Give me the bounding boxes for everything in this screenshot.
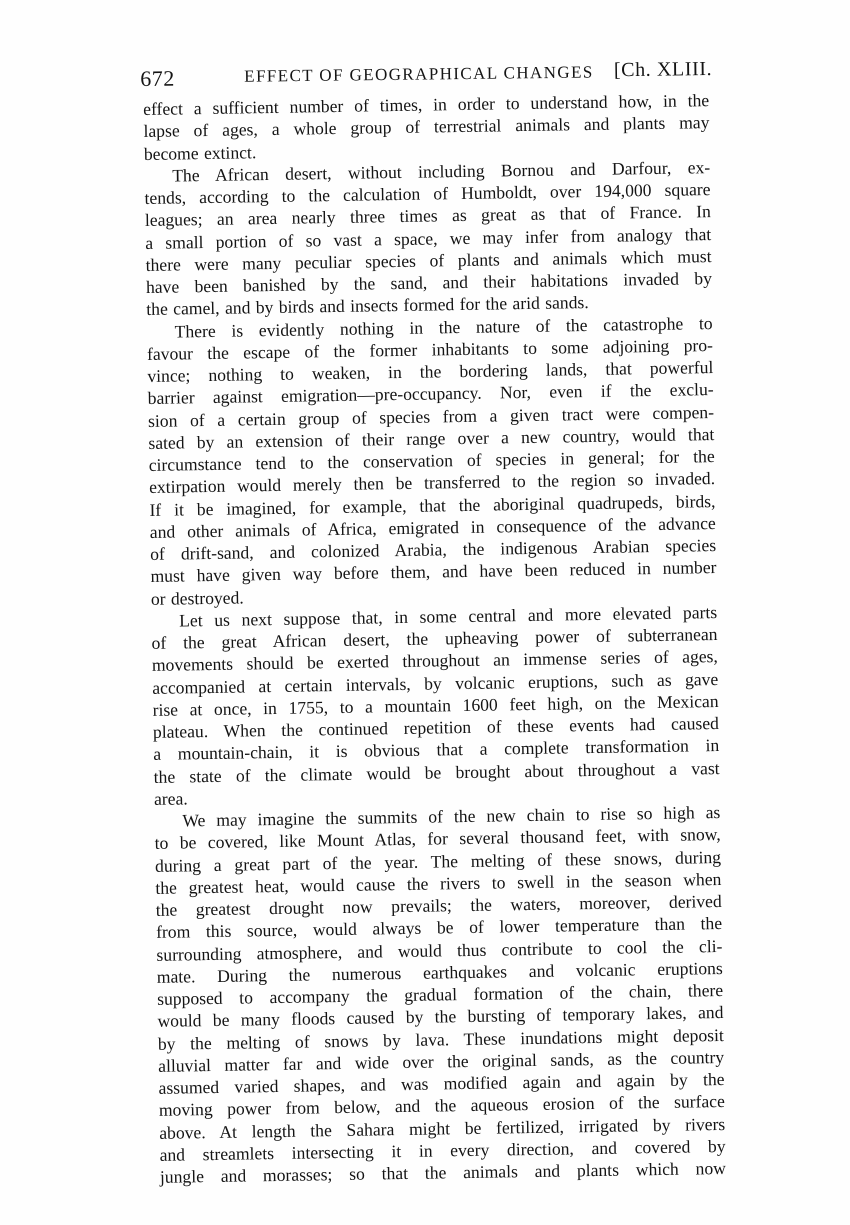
- text-line: of the great African desert, the upheaving power of subterranean: [151, 624, 718, 653]
- text-line: a small portion of so vast a space, we may infer from analogy that: [145, 223, 712, 253]
- page-header: [140, 51, 712, 92]
- text-line: sated by an extension of their range over a new country, would that: [148, 423, 715, 453]
- text-line: alluvial matter far and wide over the original sands, as the country: [158, 1046, 725, 1076]
- running-title: EFFECT OF GEOGRAPHICAL CHANGES: [244, 62, 594, 86]
- text-line: area.: [153, 788, 188, 809]
- text-line: rise at once, in 1755, to a mountain 1600 feet high, on the Mexican: [152, 690, 719, 720]
- text-line: the greatest heat, would cause the rivers to swell in the season when: [155, 868, 722, 898]
- text-line: and other animals of Africa, emigrated in consequence of the advance: [149, 512, 716, 542]
- paragraph: [151, 601, 720, 810]
- text-line: movements should be exerted throughout an immense series of ages,: [151, 646, 718, 676]
- paragraph: [146, 312, 716, 610]
- text-line: surrounding atmosphere, and would thus contribute to cool the cli-: [156, 935, 723, 965]
- paragraph: [144, 156, 712, 321]
- body-text: [143, 89, 726, 1188]
- text-line: tends, according to the calculation of Humboldt, over 194,000 square: [144, 179, 711, 208]
- paragraph: [154, 801, 726, 1188]
- text-line: jungle and morasses; so that the animals and plants which now: [159, 1157, 727, 1187]
- text-line: above. At length the Sahara might be fertilized, irrigated by rivers: [159, 1113, 726, 1143]
- text-line: barrier against emigration—pre-occupancy. Nor, even if the exclu-: [147, 379, 714, 409]
- text-line: extirpation would merely then be transferred to the region so invaded.: [148, 468, 716, 498]
- text-line: or destroyed.: [150, 586, 244, 609]
- text-line: the state of the climate would be brought about throughout a vast: [153, 757, 720, 787]
- paragraph: [143, 89, 710, 165]
- text-line: plateau. When the continued repetition of these events had caused: [152, 713, 720, 742]
- text-line: If it be imagined, for example, that the aboriginal quadrupeds, birds,: [149, 490, 716, 520]
- text-line: Let us next suppose that, in some central and more elevated parts: [179, 601, 718, 631]
- text-line: by the melting of snows by lava. These inundations might deposit: [157, 1024, 724, 1054]
- text-line: and streamlets intersecting it in every direction, and covered by: [159, 1135, 726, 1165]
- chapter-reference: [Ch. XLIII.: [613, 58, 713, 82]
- text-line: there were many peculiar species of plants and animals which must: [145, 245, 712, 275]
- text-line: favour the escape of the former inhabitants to some adjoining pro-: [146, 334, 714, 364]
- text-line: The African desert, without including Bornou and Darfour, ex-: [172, 156, 711, 186]
- text-line: circumstance tend to the conservation of species in general; for the: [148, 446, 715, 475]
- text-line: the camel, and by birds and insects formed for the arid sands.: [146, 292, 589, 320]
- text-line: effect a sufficient number of times, in order to understand how, in the: [143, 90, 710, 119]
- text-line: supposed to accompany the gradual formation of the chain, there: [156, 979, 724, 1009]
- text-line: assumed varied shapes, and was modified again and again by the: [158, 1068, 725, 1098]
- text-line: during a great part of the year. The melting of these snows, during: [154, 846, 722, 876]
- text-line: There is evidently nothing in the nature of the catastrophe to: [174, 312, 713, 342]
- text-line: the greatest drought now prevails; the waters, moreover, derived: [155, 891, 722, 920]
- text-line: moving power from below, and the aqueous erosion of the surface: [158, 1091, 725, 1121]
- text-line: leagues; an area nearly three times as great as that of France. In: [144, 201, 712, 231]
- text-line: from this source, would always be of lower temperature than the: [155, 913, 723, 943]
- text-line: vince; nothing to weaken, in the bordering lands, that powerful: [147, 357, 714, 386]
- text-line: of drift-sand, and colonized Arabia, the indigenous Arabian species: [150, 535, 717, 564]
- text-line: to be covered, like Mount Atlas, for several thousand feet, with snow,: [154, 824, 721, 854]
- text-line: accompanied at certain intervals, by volcanic eruptions, such as gave: [152, 668, 719, 698]
- text-line: become extinct.: [143, 141, 257, 164]
- text-line: a mountain-chain, it is obvious that a complete transformation in: [153, 735, 720, 765]
- text-line: sion of a certain group of species from a given tract were compen-: [147, 401, 715, 431]
- text-line: We may imagine the summits of the new chain to rise so high as: [182, 802, 721, 831]
- text-line: lapse of ages, a whole group of terrestrial animals and plants may: [143, 112, 710, 142]
- page-number: 672: [140, 65, 175, 91]
- text-line: must have given way before them, and have been reduced in number: [150, 557, 717, 587]
- text-line: have been banished by the sand, and their habitations invaded by: [145, 268, 713, 297]
- text-line: mate. During the numerous earthquakes and volcanic eruptions: [156, 957, 723, 987]
- text-line: would be many floods caused by the bursting of temporary lakes, and: [157, 1002, 724, 1032]
